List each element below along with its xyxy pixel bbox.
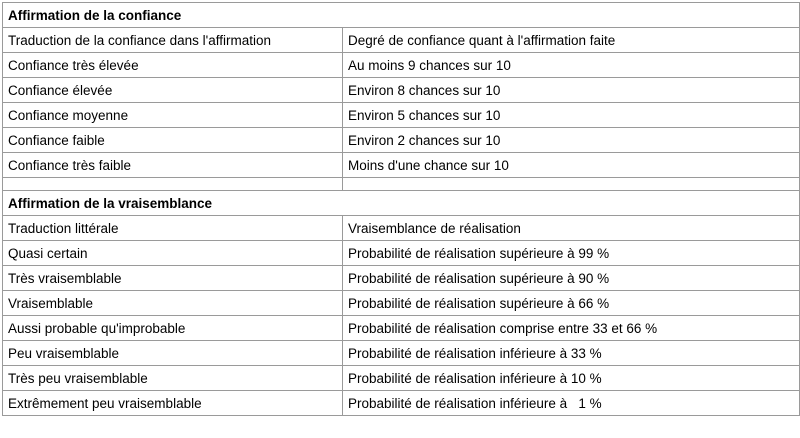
spacer-row xyxy=(3,178,800,191)
table-row xyxy=(3,241,800,266)
table-row xyxy=(3,53,800,78)
table-cell: Moins d'une chance sur 10 xyxy=(343,153,800,178)
table-row xyxy=(3,366,800,391)
table-cell: Environ 2 chances sur 10 xyxy=(343,128,800,153)
table-row xyxy=(3,78,800,103)
table-cell: Environ 8 chances sur 10 xyxy=(343,78,800,103)
column-header: Vraisemblance de réalisation xyxy=(343,216,800,241)
table-cell: Peu vraisemblable xyxy=(3,341,343,366)
table-cell: Probabilité de réalisation inférieure à 1 % xyxy=(343,391,800,416)
spacer-cell xyxy=(3,178,343,191)
spacer-cell xyxy=(343,178,800,191)
table-cell: Aussi probable qu'improbable xyxy=(3,316,343,341)
table-cell: Confiance élevée xyxy=(3,78,343,103)
table-cell: Probabilité de réalisation inférieure à 10 % xyxy=(343,366,800,391)
table-cell: Au moins 9 chances sur 10 xyxy=(343,53,800,78)
table-row xyxy=(3,266,800,291)
table-cell: Environ 5 chances sur 10 xyxy=(343,103,800,128)
table-cell: Confiance faible xyxy=(3,128,343,153)
section-header-row xyxy=(3,3,800,28)
table-cell: Quasi certain xyxy=(3,241,343,266)
column-header: Traduction littérale xyxy=(3,216,343,241)
table-cell: Probabilité de réalisation inférieure à 33 % xyxy=(343,341,800,366)
column-header: Degré de confiance quant à l'affirmation faite xyxy=(343,28,800,53)
table-cell: Probabilité de réalisation supérieure à 66 % xyxy=(343,291,800,316)
column-header-row xyxy=(3,28,800,53)
table-cell: Confiance très élevée xyxy=(3,53,343,78)
likelihood-section-title: Affirmation de la vraisemblance xyxy=(3,191,800,216)
likelihood-scale-table xyxy=(2,2,800,416)
table-cell: Extrêmement peu vraisemblable xyxy=(3,391,343,416)
table-row xyxy=(3,391,800,416)
table-cell: Très peu vraisemblable xyxy=(3,366,343,391)
column-header: Traduction de la confiance dans l'affirmation xyxy=(3,28,343,53)
table-row xyxy=(3,153,800,178)
table-row xyxy=(3,341,800,366)
table-cell: Confiance moyenne xyxy=(3,103,343,128)
table-cell: Confiance très faible xyxy=(3,153,343,178)
table-row xyxy=(3,103,800,128)
table-cell: Probabilité de réalisation comprise entre 33 et 66 % xyxy=(343,316,800,341)
table-row xyxy=(3,291,800,316)
table-row xyxy=(3,316,800,341)
table-row xyxy=(3,128,800,153)
table-cell: Probabilité de réalisation supérieure à 99 % xyxy=(343,241,800,266)
table-cell: Probabilité de réalisation supérieure à 90 % xyxy=(343,266,800,291)
confidence-section-title: Affirmation de la confiance xyxy=(3,3,800,28)
column-header-row xyxy=(3,216,800,241)
table-cell: Très vraisemblable xyxy=(3,266,343,291)
section-header-row xyxy=(3,191,800,216)
table-cell: Vraisemblable xyxy=(3,291,343,316)
